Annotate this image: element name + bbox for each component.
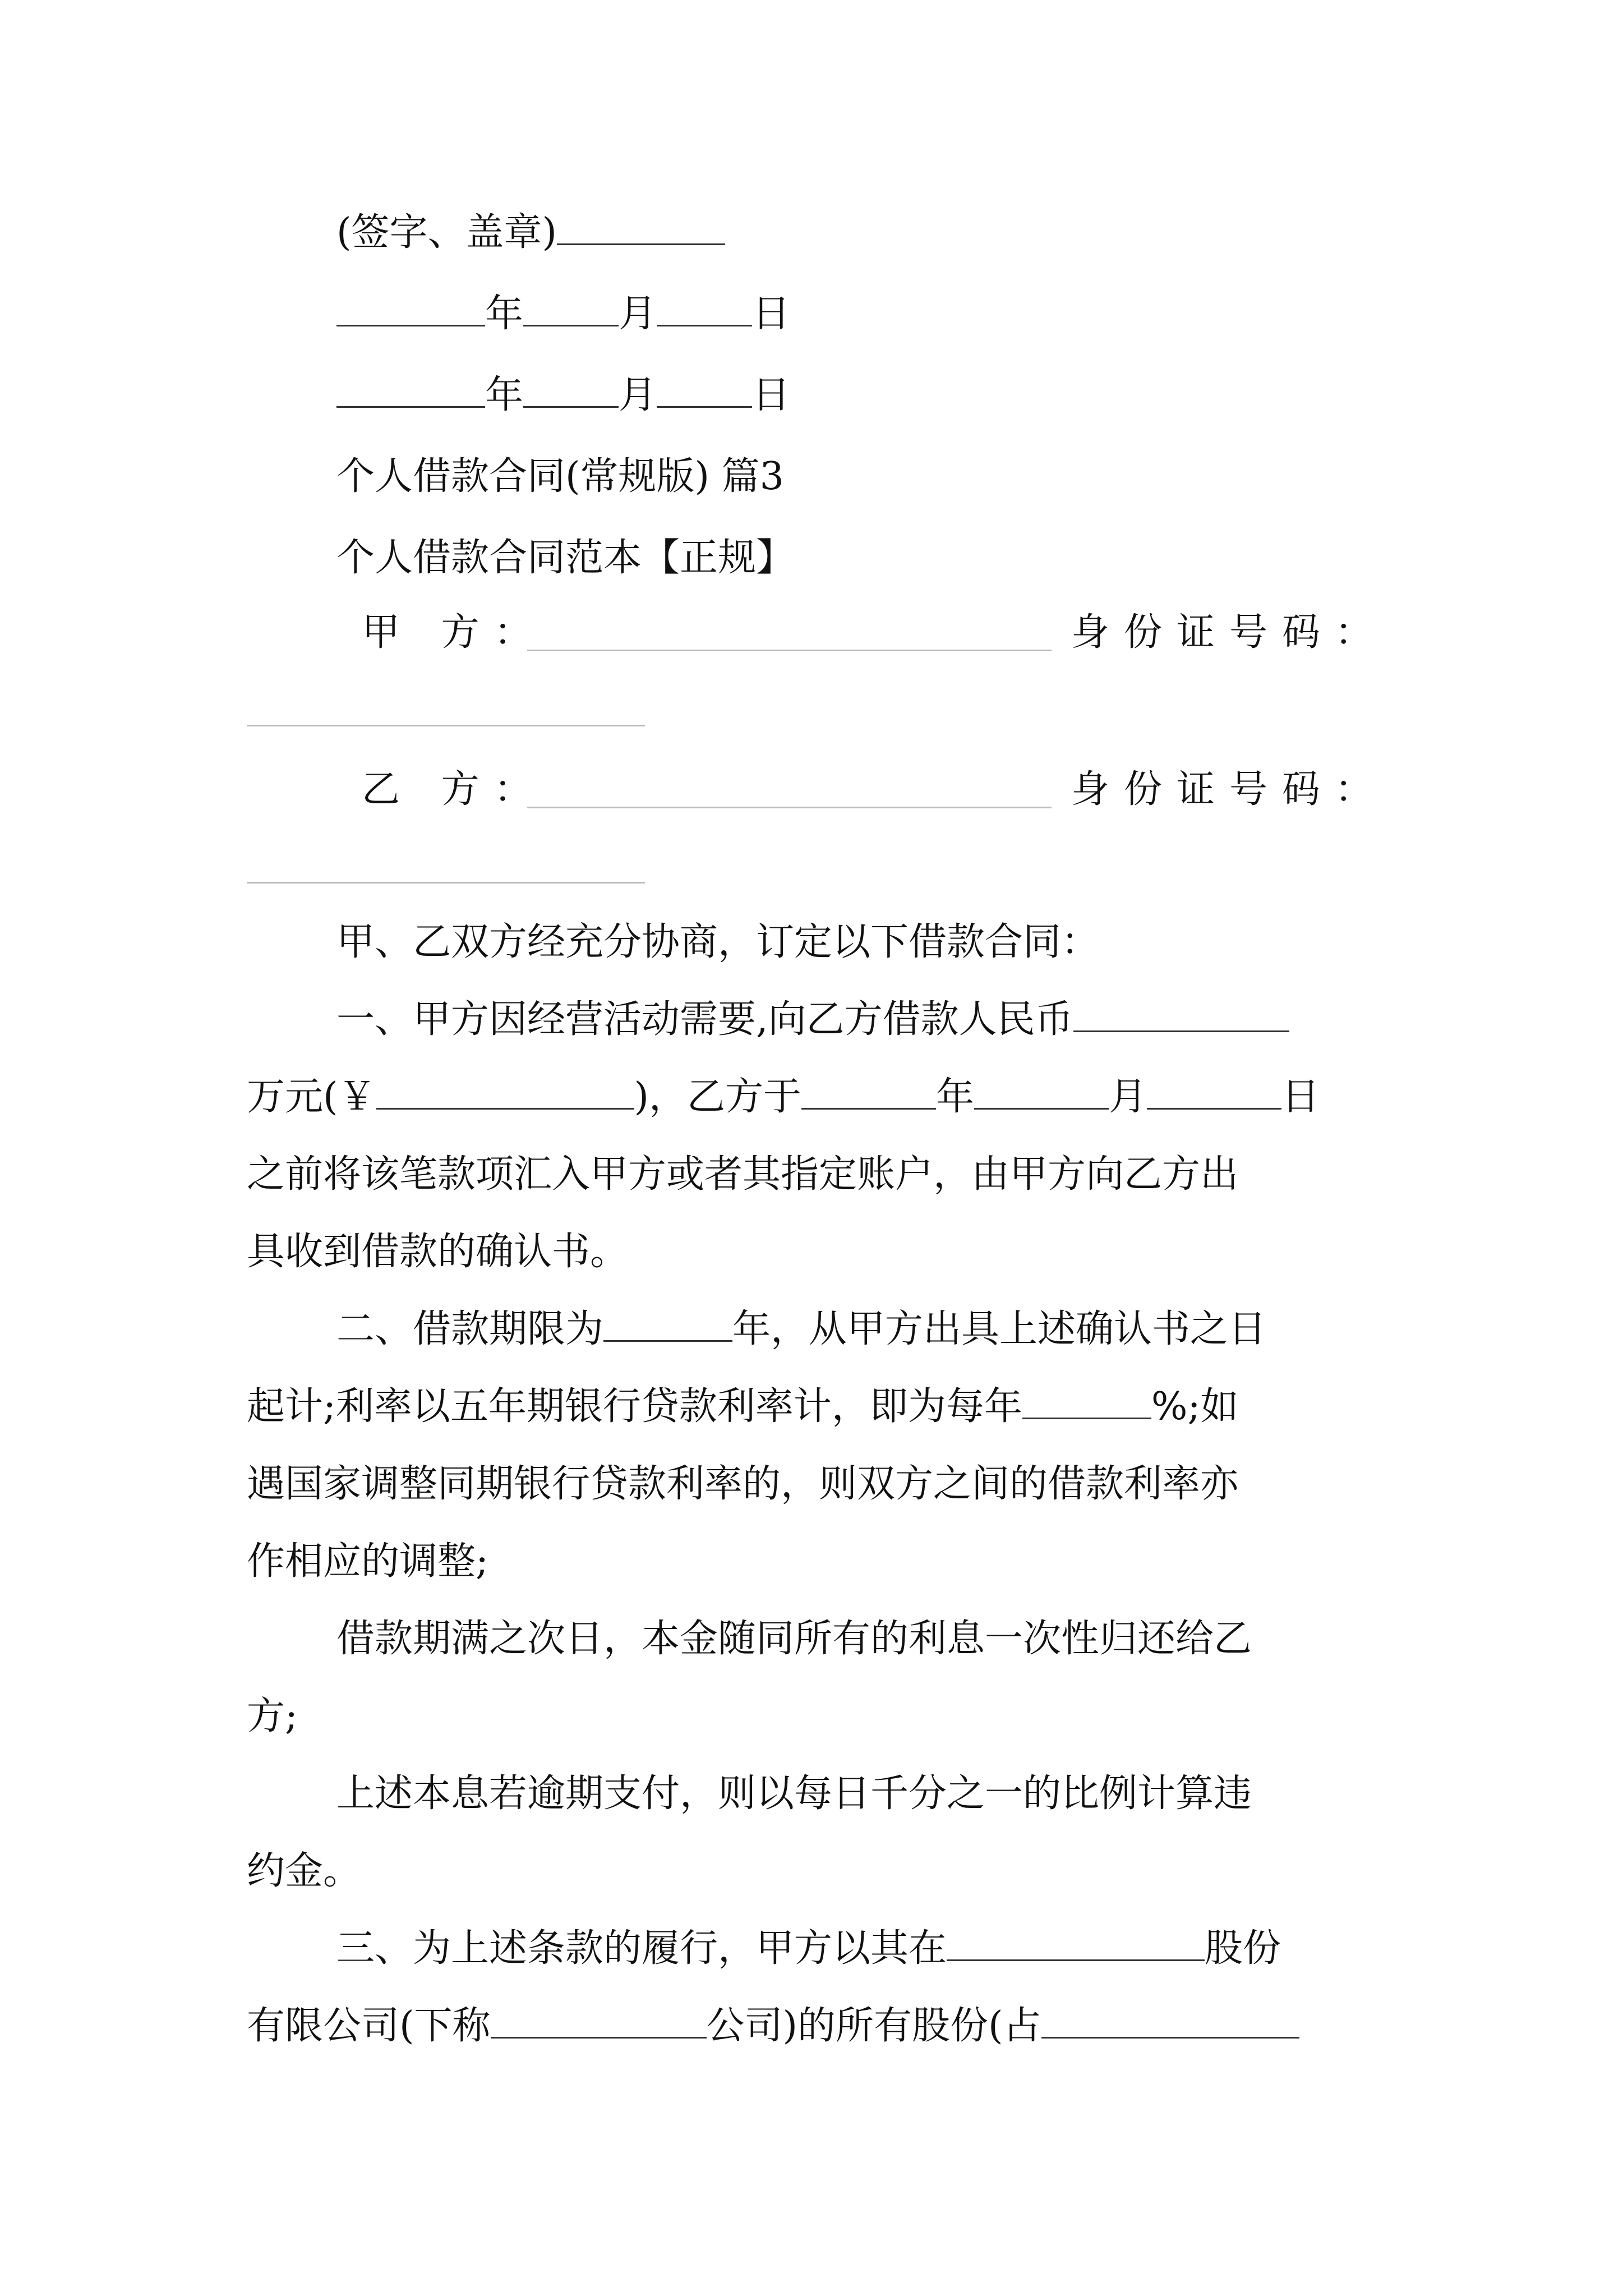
due-paragraph-line1: 借款期满之次日，本金随同所有的利息一次性归还给乙 — [336, 1617, 1252, 1661]
party-a-id-label: 身份证号码： — [1071, 610, 1388, 655]
clause1-line4: 具收到借款的确认书。 — [247, 1230, 629, 1274]
month-blank — [523, 290, 619, 326]
year-blank — [336, 371, 485, 408]
section-title: 个人借款合同(常规版) 篇3 — [336, 454, 784, 499]
due-paragraph-line2: 方; — [247, 1694, 298, 1738]
year-blank — [801, 1073, 936, 1110]
party-a-label: 甲 方： — [362, 610, 547, 655]
clause2-line4: 作相应的调整; — [247, 1539, 488, 1584]
party-b-id-blank — [247, 882, 645, 884]
day-blank — [657, 371, 752, 408]
month-label: 月 — [619, 373, 657, 417]
month-blank — [974, 1073, 1109, 1110]
party-a-id-blank — [247, 725, 645, 726]
month-blank — [523, 371, 619, 408]
signature-line — [336, 205, 725, 261]
short-name-blank — [491, 2002, 707, 2039]
party-b-label: 乙 方： — [362, 767, 547, 812]
term-years-blank — [603, 1305, 732, 1342]
year-blank — [336, 290, 485, 326]
amount-number-blank — [376, 1073, 634, 1110]
clause3-line1: 三、为上述条款的履行，甲方以其在 股份 — [336, 1921, 1281, 1977]
party-b-id-label: 身份证号码： — [1071, 767, 1388, 812]
clause1-line1: 一、甲方因经营活动需要,向乙方借款人民币 — [336, 992, 1289, 1048]
year-label: 年 — [485, 373, 524, 417]
party-a-name-blank — [527, 650, 1052, 651]
share-percent-blank — [1041, 2002, 1299, 2039]
month-label: 月 — [619, 292, 657, 336]
amount-blank — [1073, 996, 1289, 1032]
day-blank — [657, 290, 752, 326]
clause2-line1: 二、借款期限为 年，从甲方出具上述确认书之日 — [336, 1301, 1266, 1358]
year-label: 年 — [485, 292, 524, 336]
clause1-line3: 之前将该笔款项汇入甲方或者其指定账户，由甲方向乙方出 — [247, 1152, 1239, 1197]
penalty-paragraph-line1: 上述本息若逾期支付，则以每日千分之一的比例计算违 — [336, 1772, 1252, 1816]
clause2-line2: 起计;利率以五年期银行贷款利率计，即为每年 %;如 — [247, 1379, 1238, 1435]
signature-label: (签字、盖章) — [336, 210, 557, 255]
date-line-1 — [336, 286, 790, 342]
penalty-paragraph-line2: 约金。 — [247, 1849, 362, 1893]
doc-title: 个人借款合同范本【正规】 — [336, 536, 795, 580]
rate-blank — [1022, 1383, 1151, 1419]
party-b-name-blank — [527, 807, 1052, 808]
day-label: 日 — [752, 373, 791, 417]
clause2-line3: 遇国家调整同期银行贷款利率的，则双方之间的借款利率亦 — [247, 1462, 1239, 1506]
signature-blank — [557, 209, 725, 245]
company-blank — [947, 1925, 1205, 1961]
intro-paragraph: 甲、乙双方经充分协商，订定以下借款合同： — [336, 920, 1100, 964]
day-label: 日 — [752, 292, 791, 336]
date-line-2 — [336, 367, 790, 424]
clause3-line2: 有限公司(下称 公司)的所有股份(占 — [247, 1998, 1299, 2054]
clause1-line2: 万元(￥ )，乙方于 年 月 日 — [247, 1069, 1320, 1125]
day-blank — [1147, 1073, 1281, 1110]
